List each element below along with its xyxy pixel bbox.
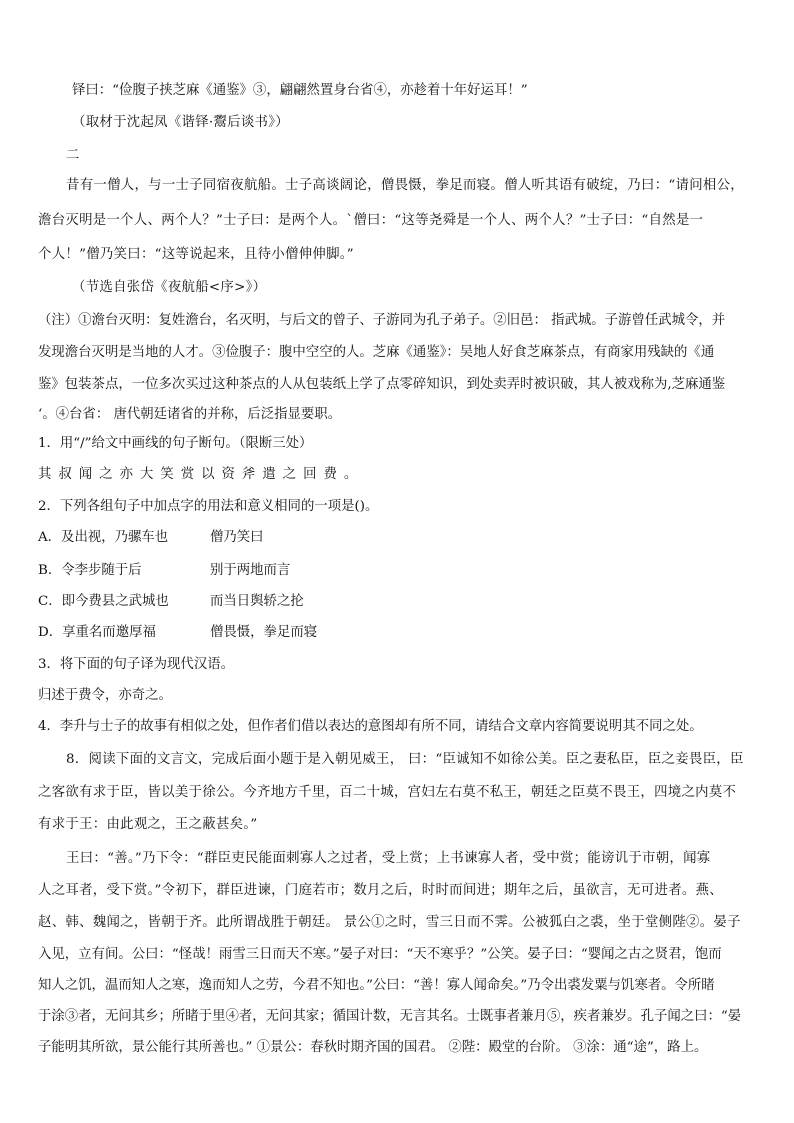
option-c [38, 592, 760, 612]
note-line: 发现澹台灭明是当地的人才。③俭腹子：腹中空空的人。芝麻《通鉴》：吴地人好食芝麻茶点，有商家用残缺的《通 [38, 345, 715, 360]
option-a-left: A．及出视，乃骡车也 [38, 530, 169, 545]
question-2: 2．下列各组句子中加点字的用法和意义相同的一项是()。 [38, 499, 379, 514]
passage-line: 于涂③者，无问其乡；所睹于里④者，无问其家；循国计数，无言其名。士既事者兼月⑤，疾者兼岁。孔子闻之曰：“晏 [38, 1009, 742, 1024]
question-1: 1．用“/”给文中画线的句子断句。（限断三处） [38, 436, 313, 451]
option-a [38, 528, 760, 548]
passage-line: 知人之饥，温而知人之寒，逸而知人之劳，今君不知也。”公曰：“善！寡人闻命矣。”乃令出裘发粟与饥寒者。令所睹 [38, 978, 715, 993]
source-citation: （节选自张岱《夜航船<序>》） [72, 280, 267, 295]
option-a-right: 僧乃笑曰 [210, 530, 264, 545]
question-4: 4．李升与士子的故事有相似之处，但作者们借以表达的意图却有所不同，请结合文章内容简要说明其不同之处。 [38, 719, 703, 734]
note-line: 鉴》包装茶点，一位多次买过这种茶点的人从包装纸上学了点零碎知识，到处卖弄时被识破，其人被戏称为,芝麻通鉴 [38, 377, 726, 392]
passage-line: 子能明其所欲，景公能行其所善也。” ①景公：春秋时期齐国的国君。 ②陛：殿堂的台阶。 ③涂：通“途”，路上。 [38, 1040, 708, 1055]
option-c-left: C．即今费县之武城也 [38, 594, 169, 609]
passage-line: 赵、韩、魏闻之，皆朝于齐。此所谓战胜于朝廷。 景公①之时，雪三日而不霁。公被狐白之裘，坐于堂侧陛②。晏子 [38, 915, 741, 930]
passage-line: 个人！”僧乃笑曰：“这等说起来，且待小僧伸伸脚。” [38, 247, 354, 262]
source-citation: （取材于沈起凤《谐铎·鬻后谈书》） [72, 115, 289, 130]
option-b-right: 别于两地而言 [210, 563, 291, 578]
option-d-right: 僧畏慑，拳足而寝 [210, 625, 318, 640]
option-b-left: B．令李步随于后 [38, 563, 142, 578]
passage-line: 入见，立有间。公曰：“怪哉！雨雪三日而天不寒。”晏子对曰：“天不寒乎？”公笑。晏子曰：“婴闻之古之贤君，饱而 [38, 947, 722, 962]
quote-line: 铎曰：“俭腹子挟芝麻《通鉴》③，翩翩然置身台省④，亦趁着十年好运耳！” [72, 83, 528, 98]
passage-line: 之客欲有求于臣，皆以美于徐公。今齐地方千里，百二十城，宫妇左右莫不私王，朝廷之臣莫不畏王，四境之内莫不 [38, 785, 737, 800]
option-d-left: D．享重名而邀厚福 [38, 625, 156, 640]
question-3-sentence: 归述于费令，亦奇之。 [38, 688, 172, 703]
option-c-right: 而当日舆轿之抡 [210, 594, 304, 609]
passage-line: 昔有一僧人，与一士子同宿夜航船。士子高谈阔论，僧畏慑，拳足而寝。僧人听其语有破绽，乃曰：“请问相公， [66, 178, 744, 193]
passage-line: 8．阅读下面的文言文，完成后面小题于是入朝见威王， 曰：“臣诚知不如徐公美。臣之妻私臣，臣之妾畏臣，臣 [66, 752, 744, 767]
option-b [38, 561, 760, 581]
question-3: 3．将下面的句子译为现代汉语。 [38, 657, 234, 672]
note-line: ‘。④台省： 唐代朝廷诸省的并称，后泛指显要职。 [38, 407, 342, 422]
option-d [38, 623, 760, 643]
passage-line: 澹台灭明是一个人、两个人？”士子曰：是两个人。`僧曰：“这等尧舜是一个人、两个人？”士子曰：“自然是一 [38, 213, 704, 228]
section-heading: 二 [66, 148, 80, 163]
question-1-sentence: 其叔闻之亦大笑赏以资斧遣之回费。 [38, 467, 365, 482]
note-line: （注）①澹台灭明：复姓澹台，名灭明，与后文的曾子、子游同为孔子弟子。②旧邑： 指武城。子游曾任武城令，并 [38, 313, 726, 328]
passage-line: 有求于王：由此观之，王之蔽甚矣。” [38, 817, 258, 832]
passage-line: 人之耳者，受下赏。”令初下，群臣进谏，门庭若市；数月之后，时时而间进；期年之后，虽欲言，无可进者。燕、 [38, 883, 723, 898]
passage-line: 王曰：“善。”乃下令：“群臣吏民能面刺寡人之过者，受上赏；上书谏寡人者，受中赏；能谤讥于市朝，闻寡 [66, 851, 711, 866]
